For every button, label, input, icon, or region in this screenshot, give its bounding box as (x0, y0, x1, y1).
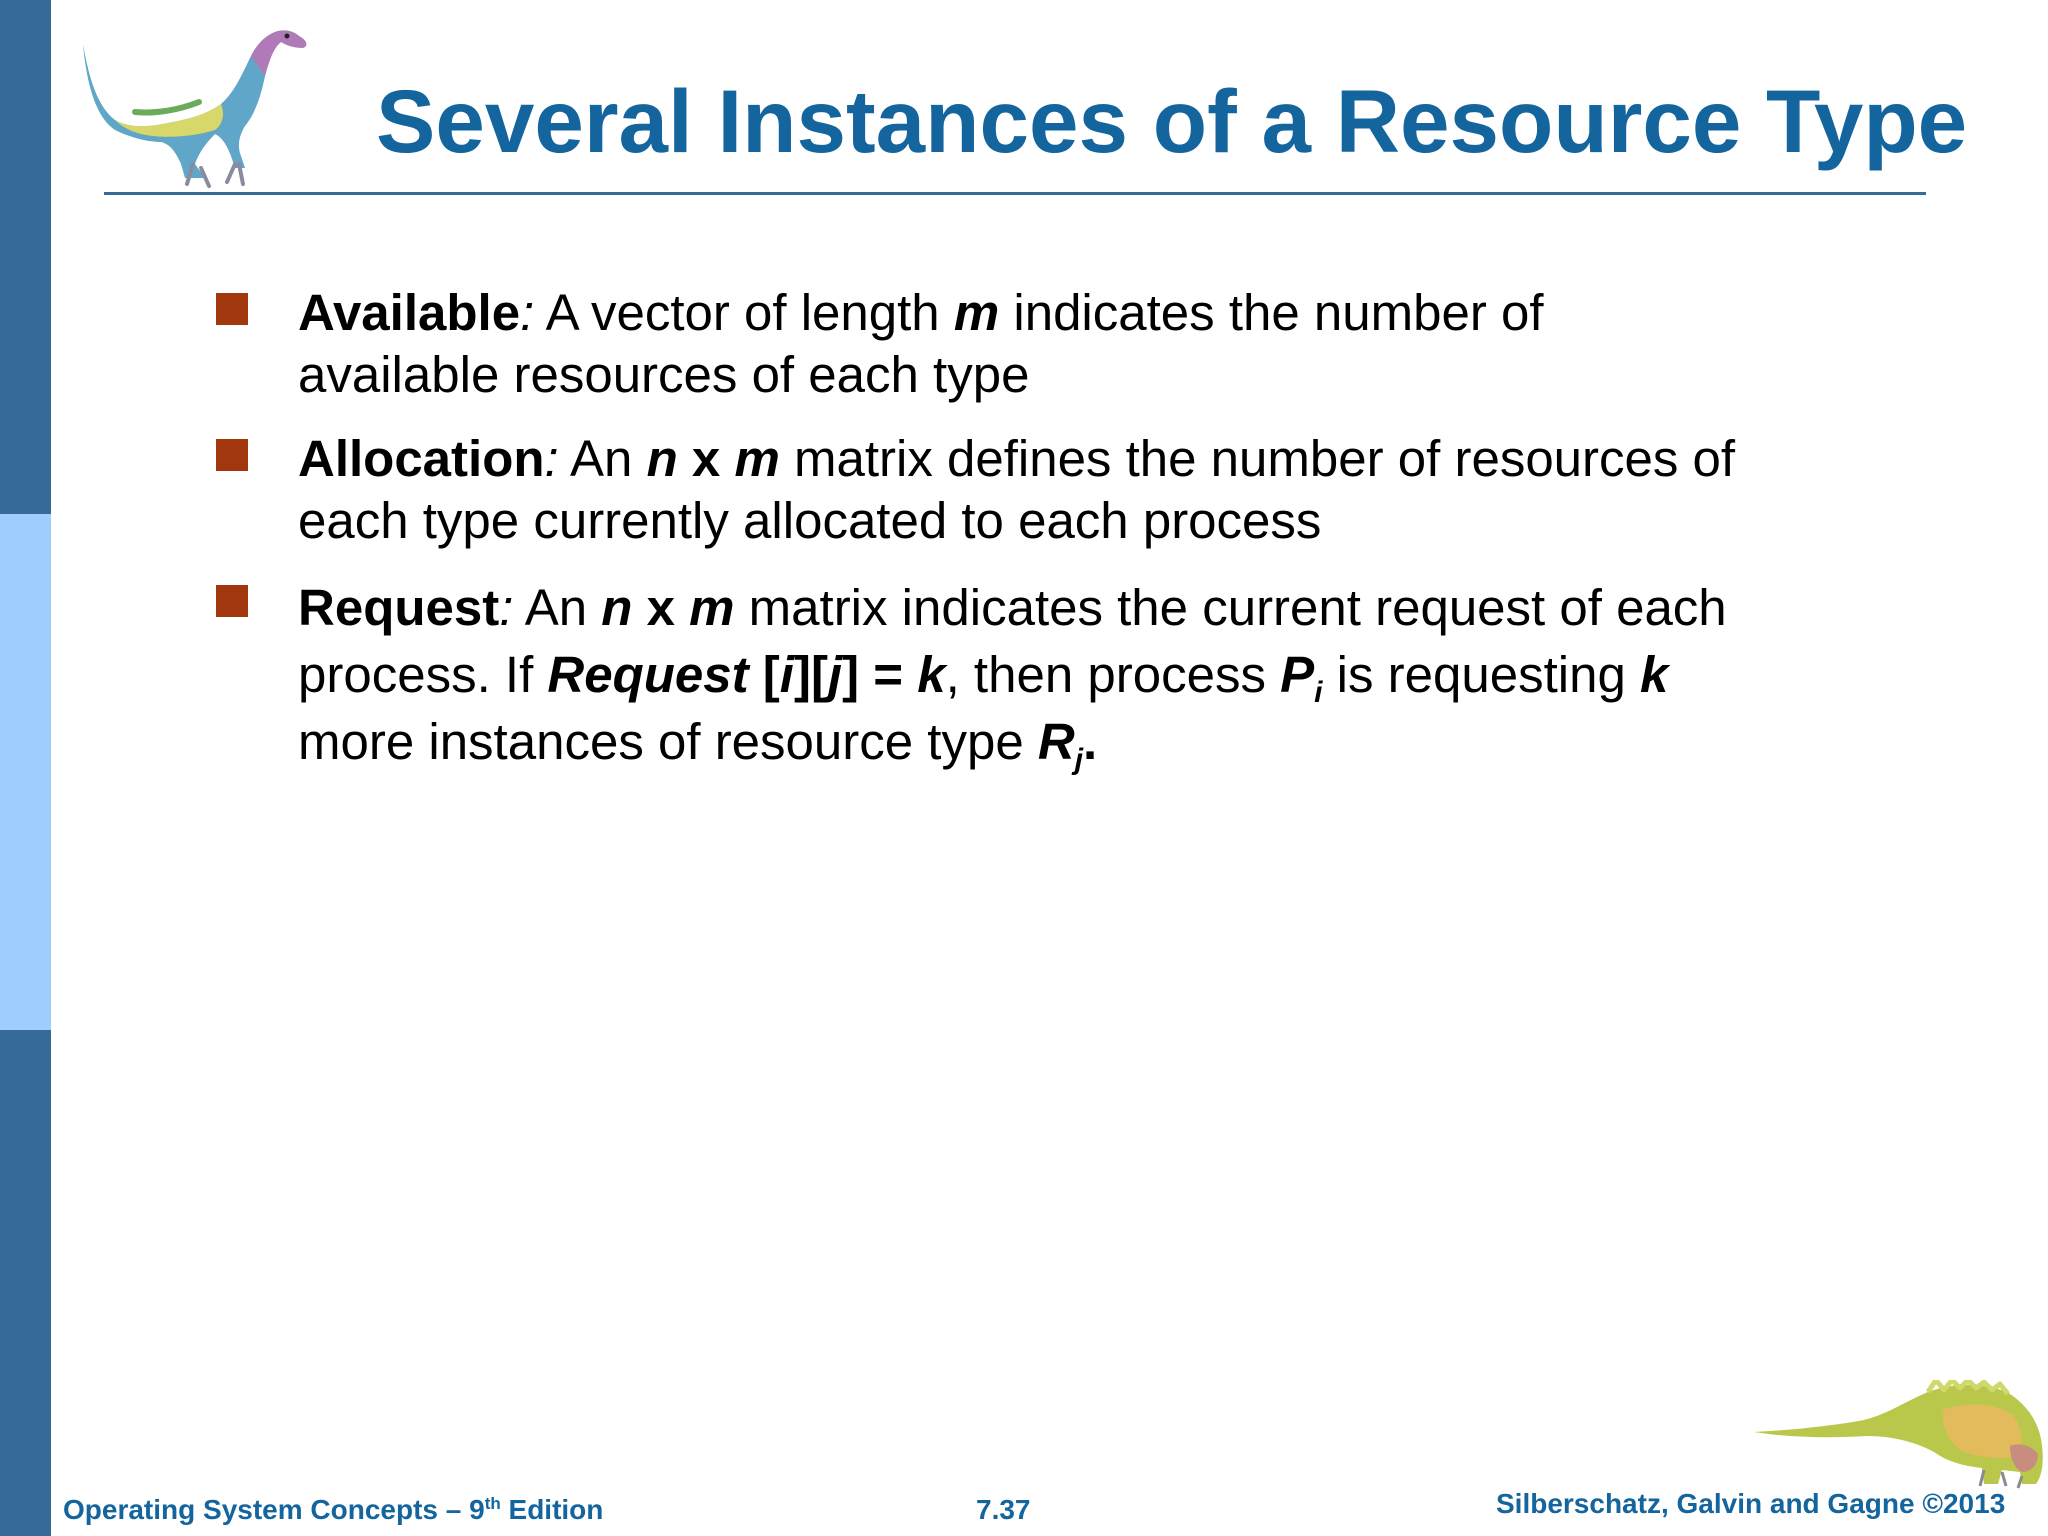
term-colon: : (544, 430, 559, 487)
bullet-request (216, 574, 1736, 775)
bullet-list (216, 282, 1736, 797)
var-m: m (734, 430, 780, 487)
bullet-body (298, 284, 1544, 403)
bullet-text: A vector of length (534, 284, 954, 341)
term-request: Request (298, 579, 500, 636)
side-band-middle (0, 514, 51, 1030)
bullet-text: An (558, 430, 647, 487)
footer-book-title: Operating System Concepts – 9th Edition (63, 1494, 604, 1525)
var-r: R (1037, 713, 1075, 770)
bullet-allocation (216, 428, 1736, 552)
var-n: n (646, 430, 678, 487)
footer-copyright: Silberschatz, Galvin and Gagne ©2013 (1496, 1488, 2006, 1519)
term-allocation: Allocation (298, 430, 545, 487)
operator-x: x (632, 579, 690, 636)
term-available: Available (298, 284, 521, 341)
var-m: m (689, 579, 735, 636)
subscript-i: i (1314, 676, 1323, 709)
bullet-text: indicates the number of available resources of each type (298, 284, 1544, 403)
var-j: j (827, 646, 843, 703)
bullet-body (298, 579, 1727, 776)
bullet-text: more instances of resource type (298, 713, 1038, 770)
bullet-text: , then process (945, 646, 1281, 703)
bullet-square-icon (216, 585, 248, 617)
expr-bracket: [ (748, 646, 780, 703)
var-m: m (953, 284, 1000, 341)
expr-bracket: ][ (793, 646, 828, 703)
side-band-bottom (0, 1030, 51, 1536)
bullet-text: matrix defines the number of resources of each type currently allocated to each process (298, 430, 1736, 549)
operator-x: x (677, 430, 735, 487)
bullet-square-icon (216, 293, 248, 325)
edition-superscript: th (484, 1494, 501, 1513)
title-divider (104, 192, 1926, 195)
slide-title: Several Instances of a Resource Type (376, 71, 1968, 171)
var-k: k (917, 646, 946, 703)
bullet-text: matrix indicates the current request of each process. If (298, 579, 1727, 703)
dinosaur-stegosaurus-icon (1752, 1380, 2044, 1490)
bullet-body (298, 430, 1735, 549)
subscript-j: j (1074, 743, 1084, 776)
period: . (1083, 713, 1098, 770)
var-k: k (1640, 646, 1669, 703)
term-colon: : (520, 284, 535, 341)
var-n: n (601, 579, 633, 636)
side-band-top (0, 0, 51, 514)
var-i: i (779, 646, 794, 703)
expr-bracket-equals: ] = (842, 646, 918, 703)
bullet-text: is requesting (1322, 646, 1640, 703)
bullet-square-icon (216, 439, 248, 471)
bullet-text: An (513, 579, 602, 636)
dinosaur-standing-icon (75, 18, 315, 190)
expr-request: Request (547, 646, 749, 703)
page-number: 7.37 (976, 1494, 1031, 1525)
bullet-available (216, 282, 1736, 406)
term-colon: : (499, 579, 514, 636)
var-p: P (1280, 646, 1315, 703)
